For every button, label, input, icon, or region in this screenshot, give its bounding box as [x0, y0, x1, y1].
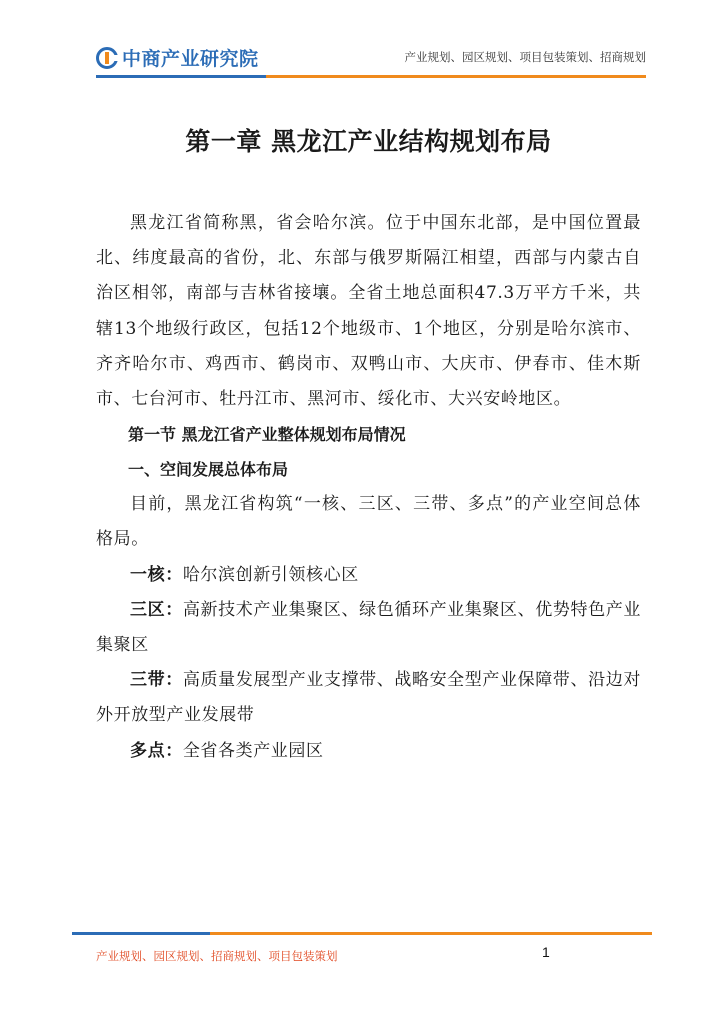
layout-item-text: 全省各类产业园区 [182, 740, 324, 761]
layout-item-term: 多点： [130, 740, 183, 761]
company-logo [96, 44, 259, 71]
section-heading: 第一节 黑龙江省产业整体规划布局情况 [128, 425, 406, 445]
header-tagline: 产业规划、园区规划、项目包装策划、招商规划 [404, 50, 646, 64]
layout-item-belts [96, 663, 641, 733]
footer-divider-orange [210, 932, 652, 935]
subsection-heading: 一、空间发展总体布局 [128, 460, 289, 480]
chapter-title: 第一章 黑龙江产业结构规划布局 [185, 127, 552, 156]
logo-icon [96, 47, 118, 69]
layout-item-text: 高新技术产业集聚区、绿色循环产业集聚区、优势特色产业集聚区 [96, 599, 641, 656]
page-number: 1 [542, 944, 550, 960]
logo-text: 中商产业研究院 [122, 48, 259, 70]
layout-item-term: 三带： [130, 670, 183, 691]
header-divider-blue [96, 75, 266, 78]
footer-tagline: 产业规划、园区规划、招商规划、项目包装策划 [96, 949, 338, 963]
page-header [0, 0, 724, 80]
layout-intro-paragraph: 目前，黑龙江省构筑“一核、三区、三带、多点”的产业空间总体格局。 [96, 494, 641, 550]
layout-item-zones [96, 593, 641, 663]
footer-divider-blue [72, 932, 210, 935]
layout-item-term: 一核： [130, 564, 183, 585]
header-divider-orange [266, 75, 646, 78]
layout-item-text: 高质量发展型产业支撑带、战略安全型产业保障带、沿边对外开放型产业发展带 [96, 670, 641, 726]
layout-item-core [96, 558, 641, 593]
document-body [96, 110, 641, 769]
layout-item-text: 哈尔滨创新引领核心区 [182, 564, 359, 585]
layout-item-term: 三区： [130, 599, 183, 620]
intro-paragraph: 黑龙江省简称黑，省会哈尔滨。位于中国东北部，是中国位置最北、纬度最高的省份，北、东部与俄罗斯隔江相望，西部与内蒙古自治区相邻，南部与吉林省接壤。全省土地总面积47.3万平方千米，共辖13个地级行政区，包括12个地级市、1个地区，分别是哈尔滨市、齐齐哈尔市、鸡西市、鹤岗市、双鸭山市、大庆市、伊春市、佳木斯市、七台河市、牡丹江市、黑河市、绥化市、大兴安岭地区。 [96, 213, 641, 410]
layout-item-points [96, 734, 641, 769]
